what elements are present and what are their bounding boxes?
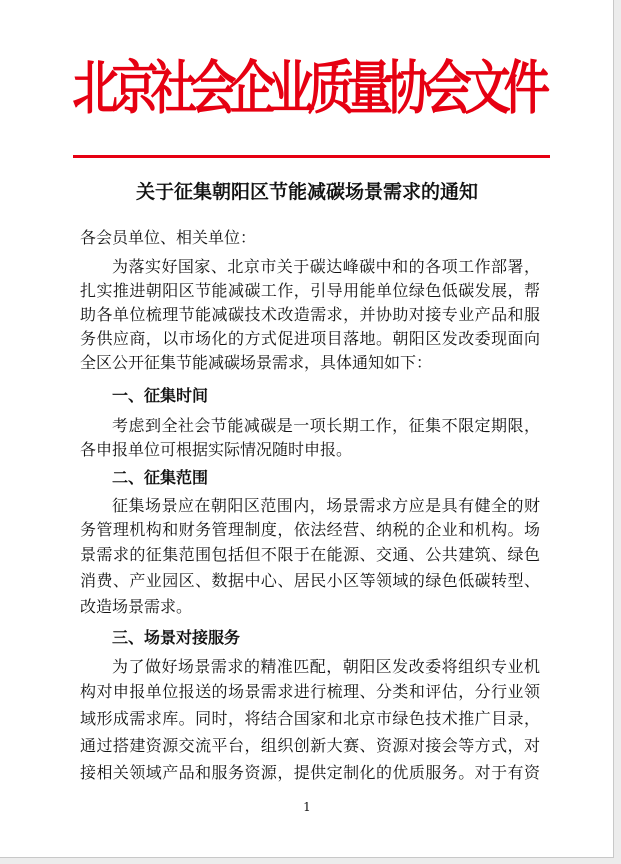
- intro-line: 务供应商，以市场化的方式促进项目落地。朝阳区发改委现面向: [80, 329, 540, 348]
- section-line: 征集场景应在朝阳区范围内，场景需求方应是具有健全的财: [112, 496, 540, 515]
- section-heading: 一、征集时间: [112, 386, 209, 405]
- section-line: 务管理机构和财务管理制度，依法经营、纳税的企业和机构。场: [80, 520, 540, 539]
- section-line: 通过搭建资源交流平台，组织创新大赛、资源对接会等方式，对: [80, 736, 540, 755]
- section-heading: 二、征集范围: [112, 468, 209, 487]
- intro-line: 为落实好国家、北京市关于碳达峰碳中和的各项工作部署，: [112, 257, 540, 276]
- section-heading: 三、场景对接服务: [112, 628, 241, 647]
- section-line: 改造场景需求。: [80, 597, 193, 616]
- red-divider-rule: [73, 155, 550, 158]
- section-line: 为了做好场景需求的精准匹配，朝阳区发改委将组织专业机: [112, 657, 540, 676]
- document-title: 关于征集朝阳区节能减碳场景需求的通知: [135, 181, 478, 203]
- section-line: 接相关领域产品和服务资源，提供定制化的优质服务。对于有资: [80, 763, 540, 782]
- section-line: 景需求的征集范围包括但不限于在能源、交通、公共建筑、绿色: [80, 545, 540, 564]
- section-line: 考虑到全社会节能减碳是一项长期工作，征集不限定期限，: [112, 416, 540, 435]
- intro-line: 扎实推进朝阳区节能减碳工作，引导用能单位绿色低碳发展，帮: [80, 281, 540, 300]
- intro-line: 全区公开征集节能减碳场景需求，具体通知如下：: [80, 353, 433, 372]
- section-line: 消费、产业园区、数据中心、居民小区等领域的绿色低碳转型、: [80, 571, 540, 590]
- section-line: 构对申报单位报送的场景需求进行梳理、分类和评估，分行业领: [80, 682, 540, 701]
- masthead-title: 北京社会企业质量协会文件: [72, 54, 543, 122]
- section-line: 各申报单位可根据实际情况随时申报。: [80, 440, 353, 459]
- page-number: 1: [303, 800, 311, 814]
- salutation: 各会员单位、相关单位：: [80, 228, 257, 247]
- section-line: 域形成需求库。同时，将结合国家和北京市绿色技术推广目录，: [80, 709, 540, 728]
- intro-line: 助各单位梳理节能减碳技术改造需求，并协助对接专业产品和服: [80, 305, 540, 324]
